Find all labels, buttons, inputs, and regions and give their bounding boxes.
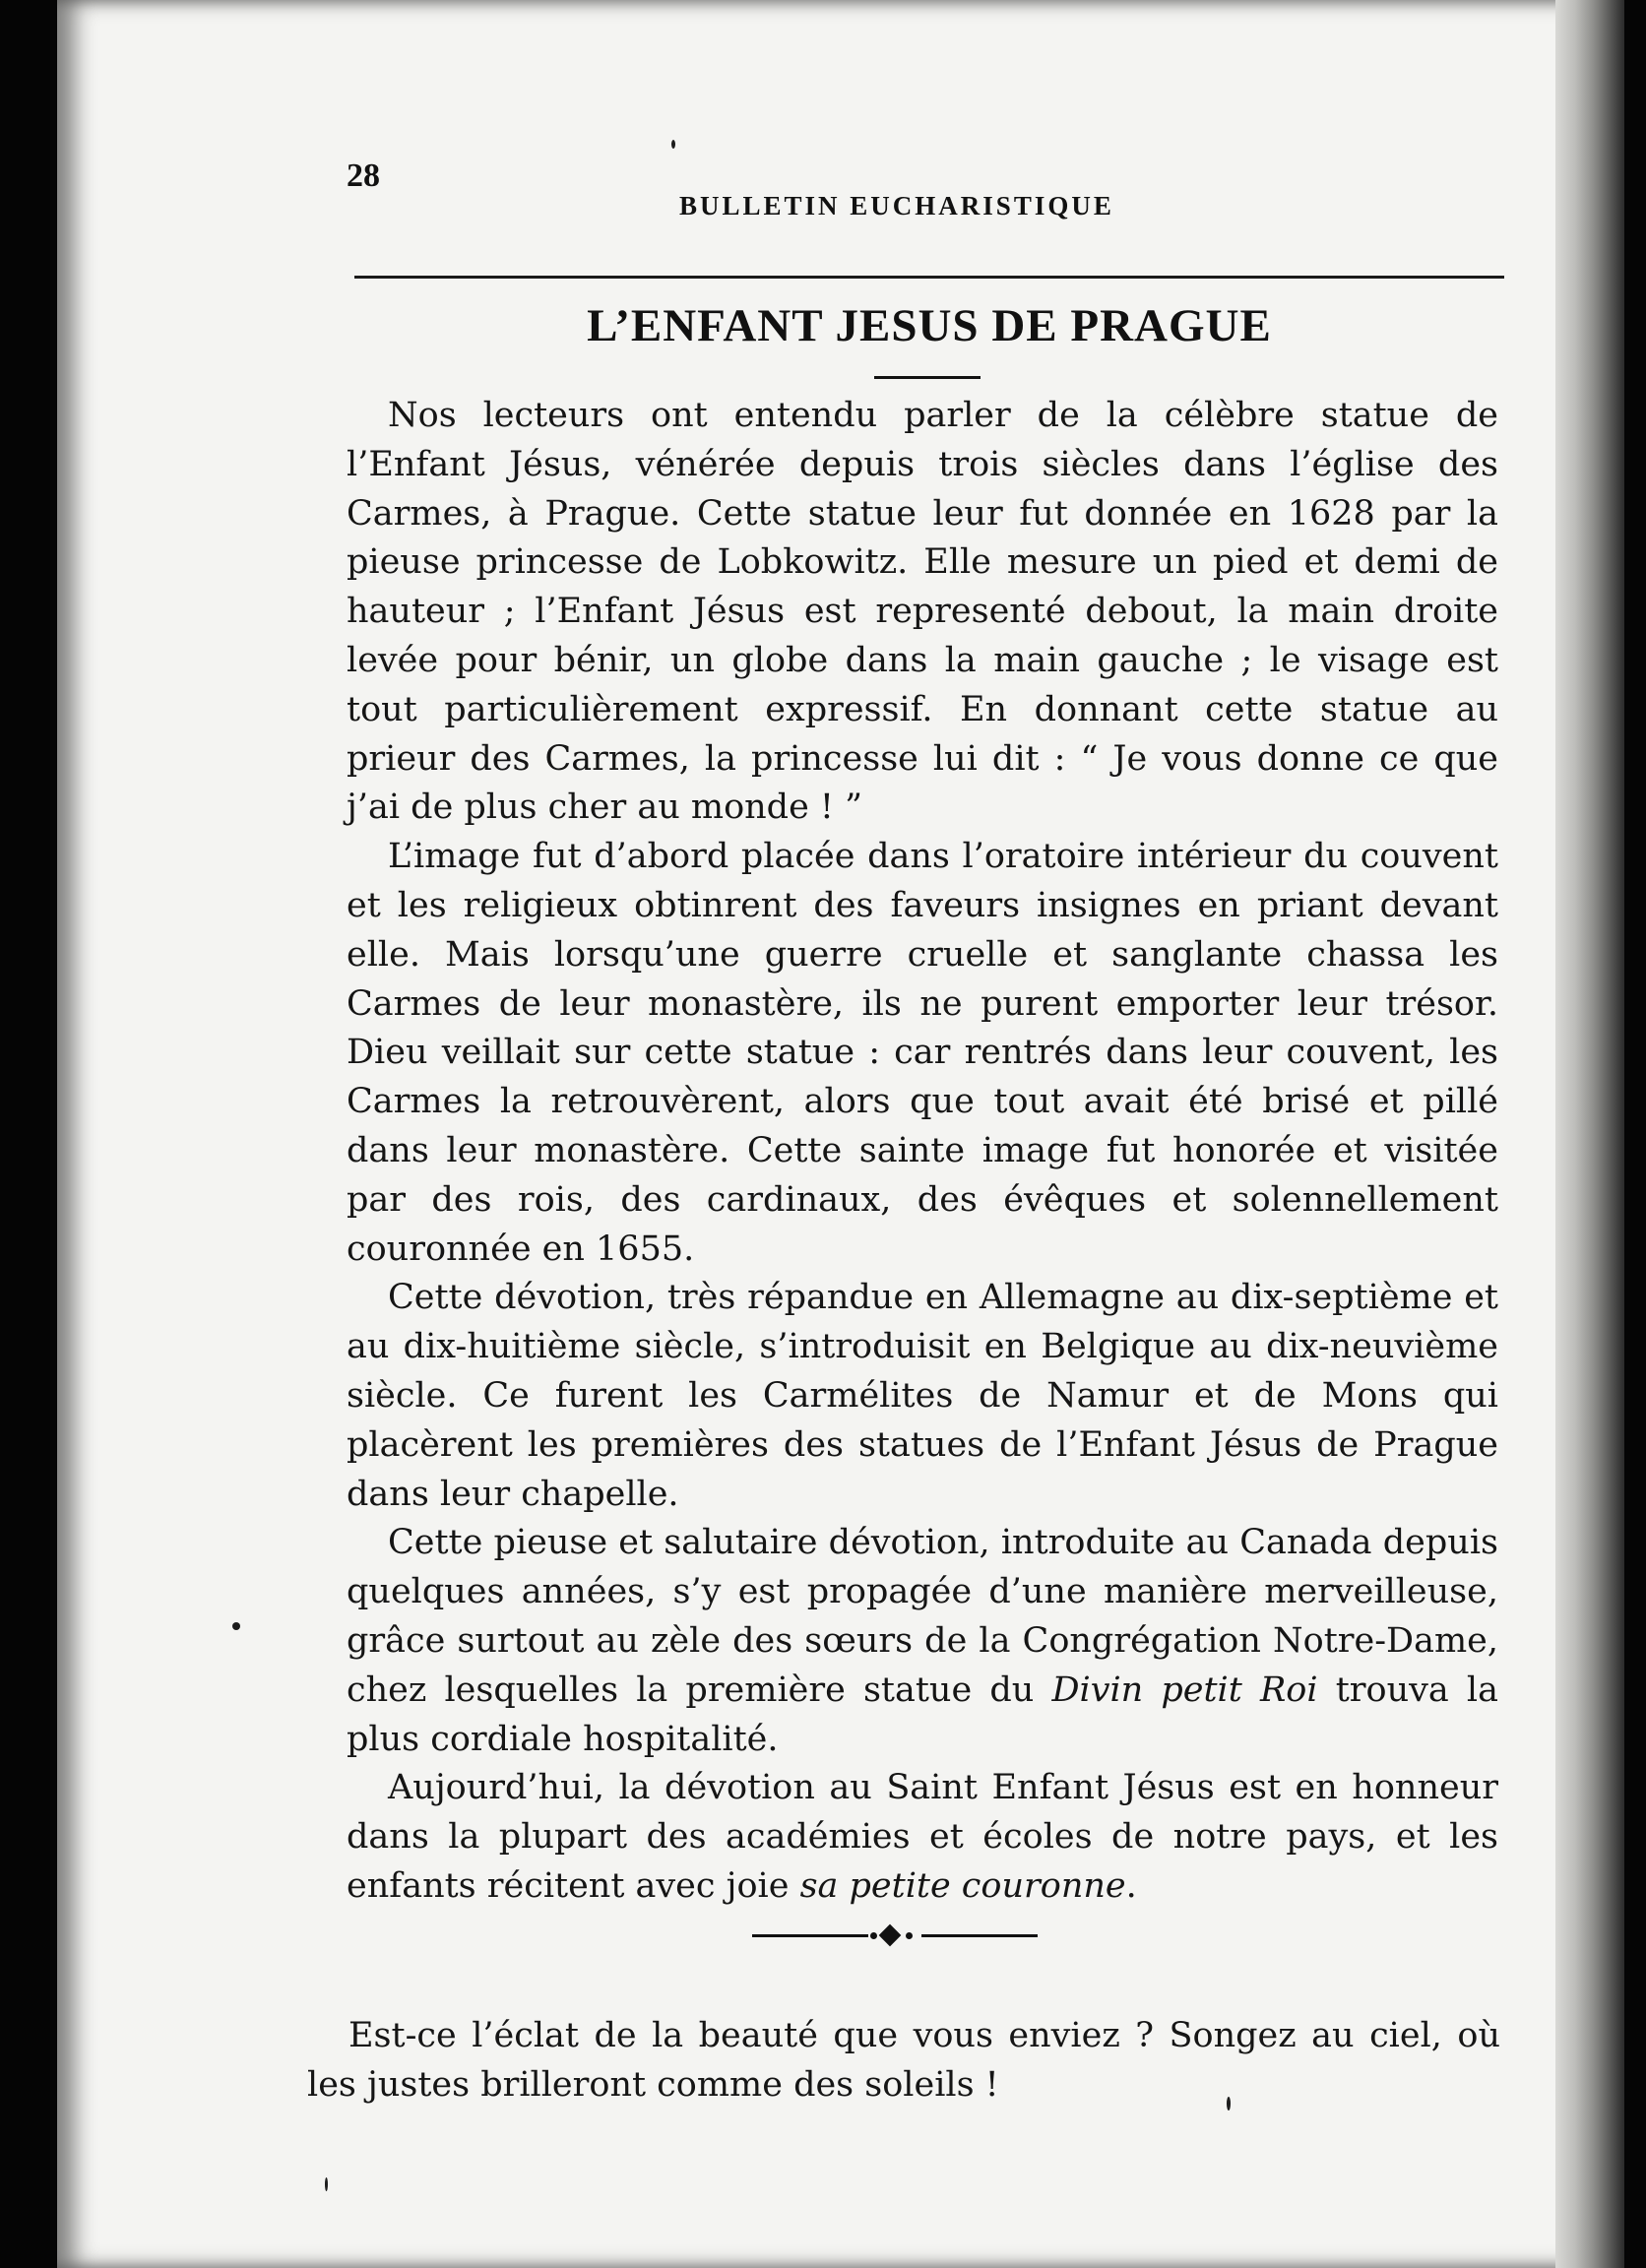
scan-speck [1227, 2097, 1231, 2110]
ornament-dot [870, 1932, 877, 1939]
scan-speck [232, 1622, 240, 1630]
paragraph [347, 1519, 1498, 1764]
page-edge-shadow [1555, 0, 1624, 2268]
paragraph: L’image fut d’abord placée dans l’oratoire intérieur du couvent et les religieux obtinrent des faveurs insignes en priant devant elle. Mais lorsqu’une guerre cruelle et sanglante chassa les Carmes de leur monastère, ils ne purent emporter leur trésor. Dieu veillait sur cette statue : car rentrés dans leur couvent, les Carmes la retrouvèrent, alors que tout avait été brisé et pillé dans leur monastère. Cette sainte image fut honorée et visitée par des rois, des cardinaux, des évêques et solennellement couronnée en 1655. [347, 837, 1498, 1269]
paragraph-text: trouva la plus cordiale hospitalité. [347, 1670, 1498, 1759]
paragraph-text: Cette pieuse et salutaire dévotion, introduite au Canada depuis quelques années, s’y est propagée d’une manière merveilleuse, grâce surtout au zèle des sœurs de la Congrégation Notre-Dame, chez lesquelles la première statue du [347, 1523, 1498, 1710]
italic-phrase: Divin petit Roi [1051, 1670, 1318, 1710]
paragraph-text: Aujourd’hui, la dévotion au Saint Enfant Jésus est en honneur dans la plupart des académies et écoles de notre pays, et les enfants récitent avec joie [347, 1768, 1498, 1906]
section-ornament [752, 1923, 1038, 1947]
ornament-dot [906, 1932, 913, 1939]
ornament-diamond-icon [879, 1924, 902, 1947]
article-title: L’ENFANT JESUS DE PRAGUE [587, 300, 1272, 351]
paragraph-text: . [1125, 1865, 1137, 1906]
paragraph [347, 1764, 1498, 1911]
paragraph: Nos lecteurs ont entendu parler de la célèbre statue de l’Enfant Jésus, vénérée depuis trois siècles dans l’église des Carmes, à Prague. Cette statue leur fut donnée en 1628 par la pieuse princesse de Lobkowitz. Elle mesure un pied et demi de hauteur ; l’Enfant Jésus est representé debout, la main droite levée pour bénir, un globe dans la main gauche ; le visage est tout particulièrement expressif. En donnant cette statue au prieur des Carmes, la princesse lui dit : “ Je vous donne ce que j’ai de plus cher au monde ! ” [347, 396, 1498, 828]
scan-speck [325, 2177, 328, 2191]
article-body [347, 392, 1498, 1912]
ornament-line-left [752, 1934, 868, 1937]
header-rule [354, 276, 1504, 279]
italic-phrase: sa petite couronne [799, 1865, 1126, 1906]
scan-speck [671, 140, 675, 149]
title-rule [874, 376, 981, 379]
page-header [347, 158, 1508, 220]
ornament-line-right [921, 1934, 1038, 1937]
page-number: 28 [347, 158, 380, 194]
running-title: BULLETIN EUCHARISTIQUE [679, 191, 1114, 220]
closing-maxim: Est-ce l’éclat de la beauté que vous enviez ? Songez au ciel, où les justes brilleront comme des soleils ! [307, 2016, 1500, 2105]
paragraph: Cette dévotion, très répandue en Allemagne au dix-septième et au dix-huitième siècle, s’introduisit en Belgique au dix-neuvième siècle. Ce furent les Carmélites de Namur et de Mons qui placèrent les premières des statues de l’Enfant Jésus de Prague dans leur chapelle. [347, 1278, 1498, 1514]
